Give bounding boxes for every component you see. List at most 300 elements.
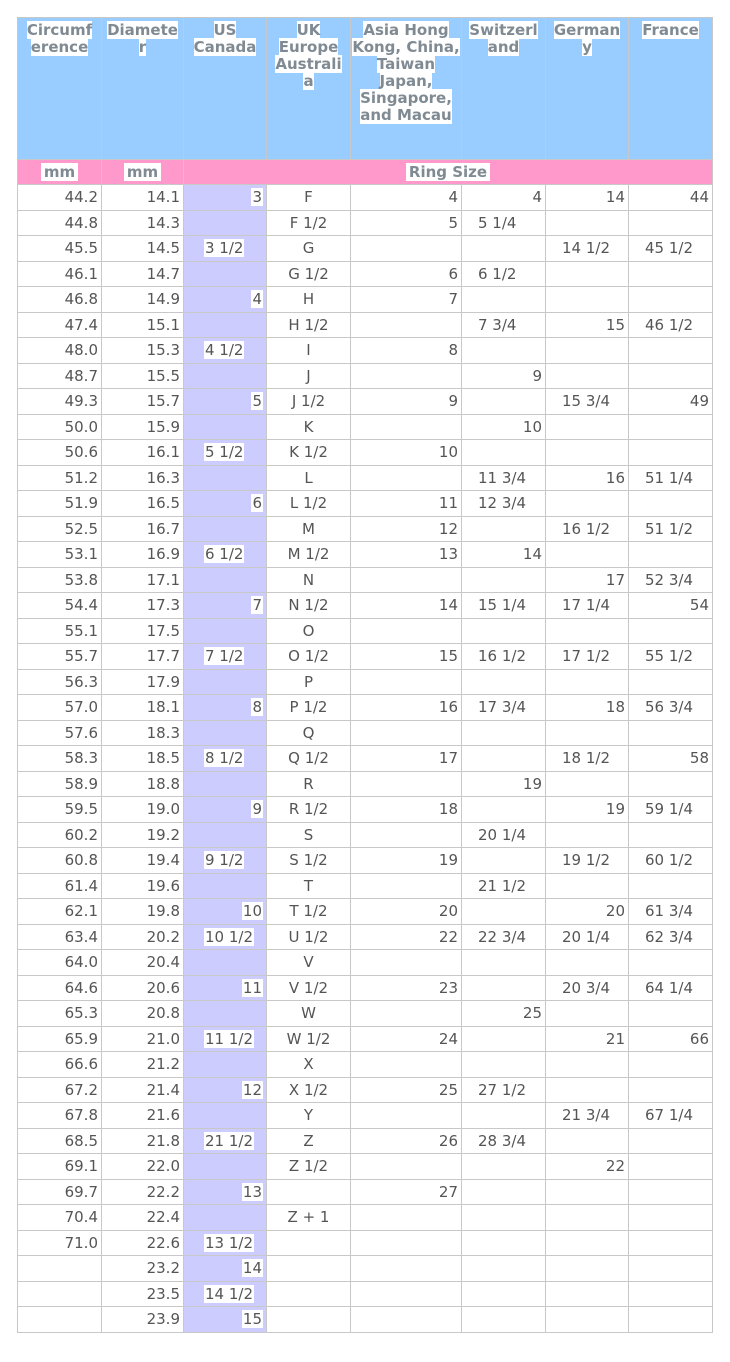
cell-uk (267, 1179, 351, 1205)
table-row (18, 720, 713, 746)
cell-diameter: 15.7 (102, 389, 184, 415)
cell-us-canada (184, 1001, 267, 1027)
cell-circumference: 44.8 (18, 210, 102, 236)
cell-uk: P 1/2 (267, 695, 351, 721)
cell-france (629, 873, 713, 899)
cell-circumference: 64.6 (18, 975, 102, 1001)
cell-france: 60 1/2 (629, 848, 713, 874)
cell-uk: Y (267, 1103, 351, 1129)
cell-switzerland: 28 3/4 (462, 1128, 546, 1154)
cell-france (629, 1077, 713, 1103)
cell-asia (351, 1307, 462, 1333)
us-size-value: 12 (242, 1080, 262, 1099)
cell-germany: 18 1/2 (546, 746, 629, 772)
header-uk-europe-australia (267, 18, 351, 160)
cell-france (629, 720, 713, 746)
cell-switzerland: 17 3/4 (462, 695, 546, 721)
cell-asia: 17 (351, 746, 462, 772)
cell-germany: 18 (546, 695, 629, 721)
cell-france (629, 1230, 713, 1256)
cell-germany: 21 3/4 (546, 1103, 629, 1129)
cell-diameter: 22.6 (102, 1230, 184, 1256)
cell-france (629, 1001, 713, 1027)
us-size-value: 3 1/2 (205, 239, 244, 258)
table-row (18, 287, 713, 313)
cell-switzerland: 11 3/4 (462, 465, 546, 491)
cell-france: 56 3/4 (629, 695, 713, 721)
table-row (18, 1230, 713, 1256)
cell-germany (546, 363, 629, 389)
cell-switzerland (462, 797, 546, 823)
header-germany (546, 18, 629, 160)
cell-us-canada (184, 185, 267, 211)
cell-us-canada (184, 338, 267, 364)
cell-us-canada (184, 975, 267, 1001)
cell-diameter: 17.7 (102, 644, 184, 670)
us-size-value (261, 775, 263, 793)
cell-germany: 17 (546, 567, 629, 593)
us-size-value: 11 (242, 978, 262, 997)
cell-asia: 23 (351, 975, 462, 1001)
cell-us-canada (184, 389, 267, 415)
table-row (18, 950, 713, 976)
cell-asia: 11 (351, 491, 462, 517)
cell-france (629, 618, 713, 644)
cell-circumference: 69.1 (18, 1154, 102, 1180)
cell-france: 59 1/4 (629, 797, 713, 823)
cell-asia (351, 236, 462, 262)
cell-asia (351, 567, 462, 593)
cell-asia: 20 (351, 899, 462, 925)
cell-france (629, 950, 713, 976)
cell-switzerland (462, 746, 546, 772)
cell-asia: 10 (351, 440, 462, 466)
us-size-value (261, 469, 263, 487)
cell-asia: 6 (351, 261, 462, 287)
cell-switzerland (462, 950, 546, 976)
cell-germany (546, 669, 629, 695)
table-row (18, 1154, 713, 1180)
cell-circumference: 61.4 (18, 873, 102, 899)
cell-circumference: 58.3 (18, 746, 102, 772)
us-size-value (261, 1208, 263, 1226)
cell-germany (546, 950, 629, 976)
cell-asia (351, 1052, 462, 1078)
cell-uk: Z (267, 1128, 351, 1154)
us-size-value: 13 (242, 1182, 262, 1201)
cell-diameter: 21.0 (102, 1026, 184, 1052)
cell-france (629, 542, 713, 568)
cell-switzerland: 10 (462, 414, 546, 440)
cell-circumference: 55.1 (18, 618, 102, 644)
cell-switzerland (462, 1281, 546, 1307)
cell-germany (546, 1256, 629, 1282)
cell-germany: 15 3/4 (546, 389, 629, 415)
cell-us-canada (184, 236, 267, 262)
cell-france: 64 1/4 (629, 975, 713, 1001)
table-row (18, 1001, 713, 1027)
cell-us-canada (184, 261, 267, 287)
cell-germany (546, 771, 629, 797)
table-row (18, 363, 713, 389)
cell-switzerland: 12 3/4 (462, 491, 546, 517)
table-row (18, 210, 713, 236)
cell-switzerland: 25 (462, 1001, 546, 1027)
cell-circumference (18, 1307, 102, 1333)
cell-diameter: 17.5 (102, 618, 184, 644)
cell-us-canada (184, 1077, 267, 1103)
cell-asia (351, 950, 462, 976)
cell-germany: 17 1/4 (546, 593, 629, 619)
cell-uk: H 1/2 (267, 312, 351, 338)
us-size-value: 10 1/2 (205, 927, 253, 946)
cell-france (629, 771, 713, 797)
cell-france (629, 1307, 713, 1333)
us-size-value (261, 418, 263, 436)
cell-circumference (18, 1281, 102, 1307)
cell-us-canada (184, 1205, 267, 1231)
cell-circumference: 47.4 (18, 312, 102, 338)
cell-diameter: 23.9 (102, 1307, 184, 1333)
cell-asia (351, 873, 462, 899)
table-row (18, 1026, 713, 1052)
cell-switzerland (462, 389, 546, 415)
cell-france (629, 210, 713, 236)
cell-diameter: 19.6 (102, 873, 184, 899)
cell-france: 45 1/2 (629, 236, 713, 262)
cell-us-canada (184, 210, 267, 236)
cell-germany: 19 (546, 797, 629, 823)
cell-switzerland: 6 1/2 (462, 261, 546, 287)
cell-france: 44 (629, 185, 713, 211)
cell-asia: 13 (351, 542, 462, 568)
cell-germany (546, 873, 629, 899)
cell-germany (546, 287, 629, 313)
cell-switzerland: 16 1/2 (462, 644, 546, 670)
cell-germany: 17 1/2 (546, 644, 629, 670)
cell-circumference: 57.6 (18, 720, 102, 746)
us-size-value: 11 1/2 (205, 1029, 253, 1048)
cell-france: 46 1/2 (629, 312, 713, 338)
us-size-value: 9 (252, 800, 262, 819)
table-row (18, 1307, 713, 1333)
table-row (18, 618, 713, 644)
us-size-value (261, 724, 263, 742)
cell-france: 54 (629, 593, 713, 619)
cell-uk: T 1/2 (267, 899, 351, 925)
unit-diameter (102, 160, 184, 185)
cell-france: 49 (629, 389, 713, 415)
cell-us-canada (184, 746, 267, 772)
cell-circumference: 53.1 (18, 542, 102, 568)
cell-france: 67 1/4 (629, 1103, 713, 1129)
table-row (18, 669, 713, 695)
header-france (629, 18, 713, 160)
cell-us-canada (184, 924, 267, 950)
cell-switzerland: 19 (462, 771, 546, 797)
cell-circumference: 64.0 (18, 950, 102, 976)
cell-circumference (18, 1256, 102, 1282)
header-switzerland-label: Switzerl and (469, 21, 538, 56)
cell-germany (546, 1205, 629, 1231)
cell-asia: 18 (351, 797, 462, 823)
cell-diameter: 21.4 (102, 1077, 184, 1103)
cell-circumference: 54.4 (18, 593, 102, 619)
cell-us-canada (184, 899, 267, 925)
cell-uk: G (267, 236, 351, 262)
cell-asia (351, 312, 462, 338)
cell-germany (546, 1128, 629, 1154)
table-row (18, 1205, 713, 1231)
us-size-value: 5 (252, 392, 262, 411)
cell-asia: 24 (351, 1026, 462, 1052)
table-row (18, 873, 713, 899)
cell-asia (351, 1230, 462, 1256)
cell-france: 62 3/4 (629, 924, 713, 950)
cell-us-canada (184, 797, 267, 823)
cell-asia (351, 363, 462, 389)
cell-diameter: 22.0 (102, 1154, 184, 1180)
cell-us-canada (184, 363, 267, 389)
us-size-value (261, 265, 263, 283)
us-size-value: 14 1/2 (205, 1284, 253, 1303)
cell-germany (546, 1230, 629, 1256)
cell-france (629, 338, 713, 364)
table-row (18, 1281, 713, 1307)
cell-us-canada (184, 1230, 267, 1256)
cell-asia (351, 720, 462, 746)
table-row (18, 797, 713, 823)
cell-diameter: 18.3 (102, 720, 184, 746)
table-row (18, 1128, 713, 1154)
cell-germany: 16 1/2 (546, 516, 629, 542)
us-size-value: 6 1/2 (205, 545, 244, 564)
cell-france (629, 1154, 713, 1180)
cell-circumference: 53.8 (18, 567, 102, 593)
cell-uk: U 1/2 (267, 924, 351, 950)
cell-circumference: 50.0 (18, 414, 102, 440)
cell-us-canada (184, 1281, 267, 1307)
cell-germany (546, 1179, 629, 1205)
cell-diameter: 17.3 (102, 593, 184, 619)
cell-france: 58 (629, 746, 713, 772)
cell-circumference: 70.4 (18, 1205, 102, 1231)
cell-us-canada (184, 1103, 267, 1129)
cell-circumference: 60.2 (18, 822, 102, 848)
cell-circumference: 44.2 (18, 185, 102, 211)
cell-france: 61 3/4 (629, 899, 713, 925)
cell-france (629, 822, 713, 848)
cell-us-canada (184, 1052, 267, 1078)
ring-size-chart (17, 17, 713, 1333)
table-row (18, 312, 713, 338)
cell-switzerland (462, 236, 546, 262)
cell-switzerland: 5 1/4 (462, 210, 546, 236)
table-row (18, 389, 713, 415)
cell-germany (546, 720, 629, 746)
cell-switzerland (462, 1256, 546, 1282)
cell-switzerland (462, 1052, 546, 1078)
cell-uk: W (267, 1001, 351, 1027)
header-uk-label: UK Europe Australi a (275, 21, 342, 90)
cell-diameter: 20.8 (102, 1001, 184, 1027)
cell-asia: 19 (351, 848, 462, 874)
cell-us-canada (184, 1154, 267, 1180)
unit-diameter-label: mm (124, 163, 161, 181)
cell-circumference: 58.9 (18, 771, 102, 797)
cell-circumference: 65.3 (18, 1001, 102, 1027)
cell-us-canada (184, 440, 267, 466)
us-size-value: 4 (252, 290, 262, 309)
cell-us-canada (184, 542, 267, 568)
table-row (18, 644, 713, 670)
cell-us-canada (184, 695, 267, 721)
cell-circumference: 49.3 (18, 389, 102, 415)
cell-uk: L 1/2 (267, 491, 351, 517)
cell-circumference: 50.6 (18, 440, 102, 466)
cell-circumference: 60.8 (18, 848, 102, 874)
table-row (18, 975, 713, 1001)
us-size-value: 6 (252, 494, 262, 513)
cell-switzerland (462, 899, 546, 925)
cell-circumference: 48.0 (18, 338, 102, 364)
cell-circumference: 55.7 (18, 644, 102, 670)
us-size-value (261, 826, 263, 844)
cell-uk: G 1/2 (267, 261, 351, 287)
cell-us-canada (184, 491, 267, 517)
cell-asia (351, 1001, 462, 1027)
cell-germany: 14 (546, 185, 629, 211)
cell-germany: 15 (546, 312, 629, 338)
cell-uk: R 1/2 (267, 797, 351, 823)
cell-uk: N 1/2 (267, 593, 351, 619)
cell-switzerland (462, 1205, 546, 1231)
cell-diameter: 22.4 (102, 1205, 184, 1231)
table-row (18, 771, 713, 797)
table-row (18, 848, 713, 874)
cell-us-canada (184, 287, 267, 313)
table-row (18, 695, 713, 721)
us-size-value (261, 1055, 263, 1073)
cell-uk: K 1/2 (267, 440, 351, 466)
cell-diameter: 15.9 (102, 414, 184, 440)
us-size-value (261, 953, 263, 971)
cell-germany (546, 440, 629, 466)
cell-switzerland: 20 1/4 (462, 822, 546, 848)
cell-circumference: 66.6 (18, 1052, 102, 1078)
cell-diameter: 16.1 (102, 440, 184, 466)
cell-france (629, 1128, 713, 1154)
us-size-value (261, 316, 263, 334)
cell-france: 51 1/2 (629, 516, 713, 542)
cell-us-canada (184, 593, 267, 619)
cell-switzerland (462, 1307, 546, 1333)
us-size-value: 21 1/2 (205, 1131, 253, 1150)
cell-germany: 20 (546, 899, 629, 925)
cell-asia: 8 (351, 338, 462, 364)
us-size-value: 7 1/2 (205, 647, 244, 666)
table-row (18, 491, 713, 517)
cell-uk: F 1/2 (267, 210, 351, 236)
unit-ring-size-label: Ring Size (406, 163, 490, 181)
cell-circumference: 52.5 (18, 516, 102, 542)
cell-switzerland (462, 338, 546, 364)
cell-circumference: 56.3 (18, 669, 102, 695)
cell-uk: Q 1/2 (267, 746, 351, 772)
header-circumference-label: Circumf erence (26, 21, 93, 56)
cell-uk: J 1/2 (267, 389, 351, 415)
cell-switzerland: 22 3/4 (462, 924, 546, 950)
cell-us-canada (184, 822, 267, 848)
cell-diameter: 21.2 (102, 1052, 184, 1078)
cell-diameter: 19.8 (102, 899, 184, 925)
cell-diameter: 14.1 (102, 185, 184, 211)
cell-switzerland (462, 669, 546, 695)
cell-asia (351, 1281, 462, 1307)
cell-uk: X (267, 1052, 351, 1078)
cell-switzerland (462, 848, 546, 874)
cell-germany: 22 (546, 1154, 629, 1180)
table-row (18, 261, 713, 287)
cell-diameter: 22.2 (102, 1179, 184, 1205)
cell-us-canada (184, 465, 267, 491)
cell-asia: 26 (351, 1128, 462, 1154)
cell-uk: O (267, 618, 351, 644)
header-asia-label: Asia Hong Kong, China, Taiwan Japan, Singapore, and Macau (352, 21, 460, 124)
cell-circumference: 67.2 (18, 1077, 102, 1103)
cell-circumference: 51.9 (18, 491, 102, 517)
cell-circumference: 46.8 (18, 287, 102, 313)
cell-germany (546, 210, 629, 236)
cell-diameter: 15.5 (102, 363, 184, 389)
table-row (18, 1179, 713, 1205)
cell-circumference: 68.5 (18, 1128, 102, 1154)
cell-france: 66 (629, 1026, 713, 1052)
cell-switzerland (462, 975, 546, 1001)
cell-asia: 14 (351, 593, 462, 619)
cell-asia (351, 414, 462, 440)
cell-uk (267, 1256, 351, 1282)
cell-asia (351, 822, 462, 848)
cell-france (629, 491, 713, 517)
header-us-canada (184, 18, 267, 160)
cell-asia: 16 (351, 695, 462, 721)
cell-uk (267, 1230, 351, 1256)
table-row (18, 465, 713, 491)
cell-germany: 20 1/4 (546, 924, 629, 950)
us-size-value (261, 367, 263, 385)
cell-germany: 19 1/2 (546, 848, 629, 874)
table-row (18, 185, 713, 211)
cell-us-canada (184, 950, 267, 976)
cell-us-canada (184, 1307, 267, 1333)
table-row (18, 542, 713, 568)
cell-asia: 4 (351, 185, 462, 211)
cell-us-canada (184, 644, 267, 670)
us-size-value (261, 1106, 263, 1124)
cell-uk: P (267, 669, 351, 695)
cell-uk: X 1/2 (267, 1077, 351, 1103)
cell-uk: Q (267, 720, 351, 746)
cell-germany (546, 542, 629, 568)
cell-circumference: 63.4 (18, 924, 102, 950)
cell-uk: Z 1/2 (267, 1154, 351, 1180)
cell-us-canada (184, 414, 267, 440)
us-size-value (261, 1004, 263, 1022)
table-row (18, 593, 713, 619)
cell-germany (546, 822, 629, 848)
table-row (18, 236, 713, 262)
